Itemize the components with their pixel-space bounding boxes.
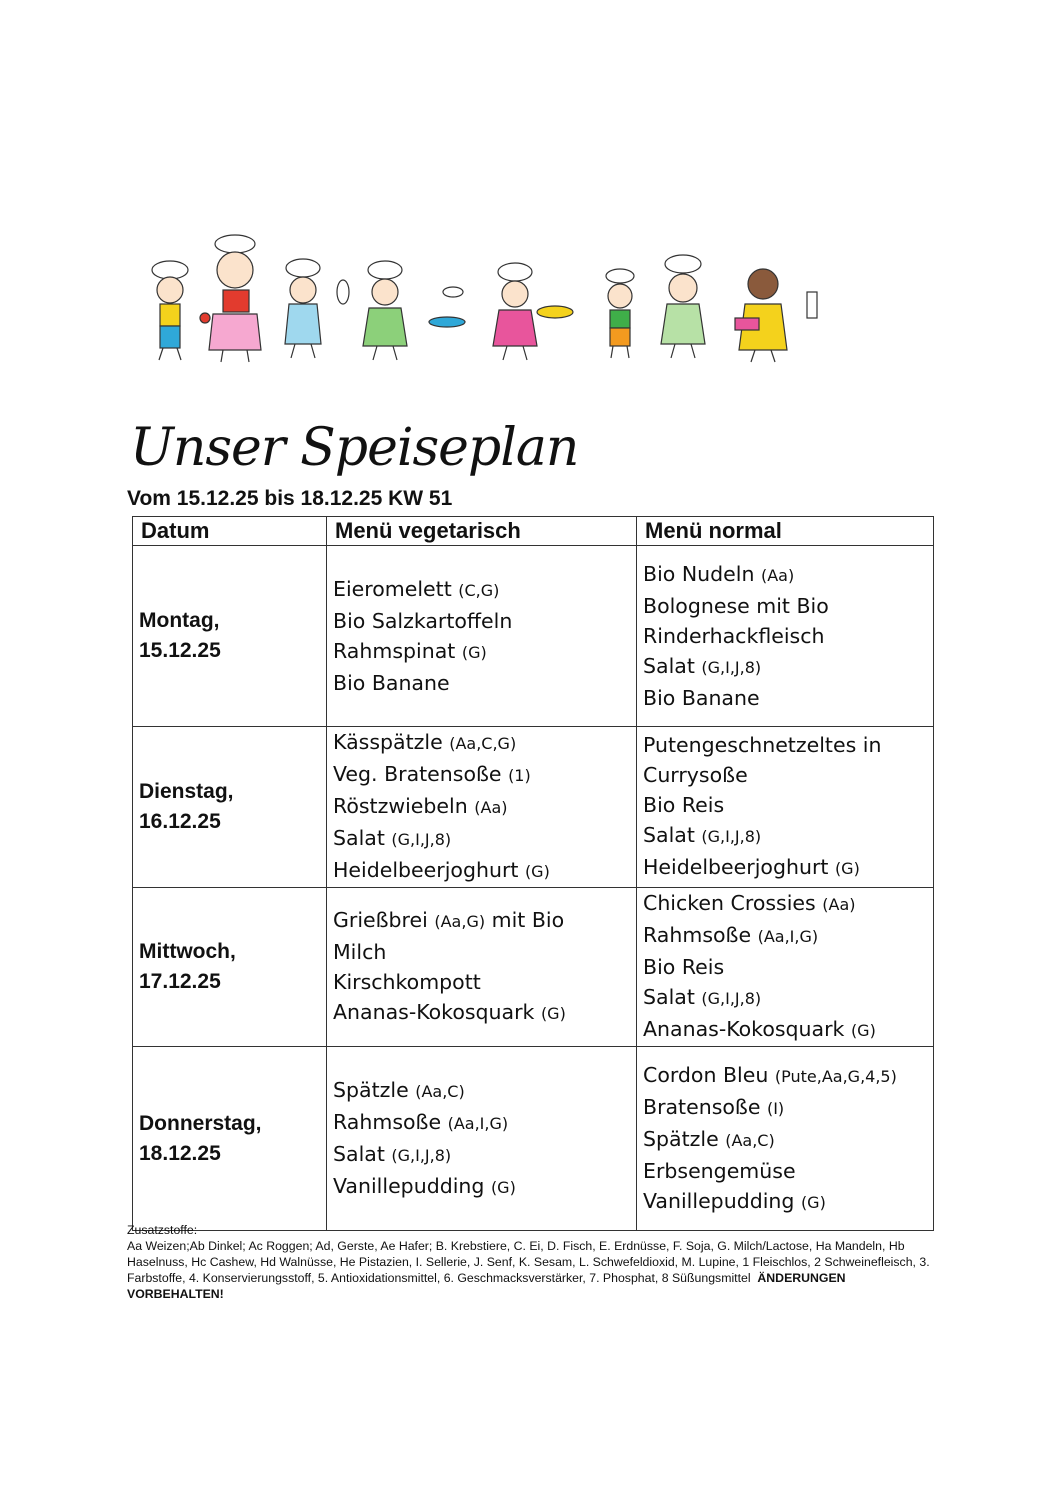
week-range: Vom 15.12.25 bis 18.12.25 KW 51 — [127, 487, 453, 510]
dish-line: Salat (G,I,J,8) — [643, 985, 762, 1009]
vegetarian-menu-cell — [327, 888, 637, 1047]
vegetarian-menu-cell — [327, 727, 637, 888]
dish-line: Salat (G,I,J,8) — [643, 823, 762, 847]
dish-line: Currysoße — [643, 763, 748, 787]
dish-line: Heidelbeerjoghurt (G) — [333, 858, 550, 882]
allergen-codes: (C,G) — [458, 581, 500, 600]
dish-line: Chicken Crossies (Aa) — [643, 891, 856, 915]
allergen-codes: (G,I,J,8) — [391, 830, 452, 849]
dish-line: Salat (G,I,J,8) — [643, 654, 762, 678]
dish-line: Eieromelett (C,G) — [333, 577, 500, 601]
table-row — [133, 727, 934, 888]
allergen-codes: (G,I,J,8) — [701, 827, 762, 846]
dish-line: Kirschkompott — [333, 970, 481, 994]
dish-line: Rahmsoße (Aa,I,G) — [333, 1109, 509, 1134]
normal-menu-cell — [637, 888, 934, 1047]
column-header-date: Datum — [133, 517, 327, 546]
dish-line: Bio Banane — [333, 671, 450, 695]
dish-line: Grießbrei (Aa,G) mit Bio — [333, 908, 565, 932]
allergen-codes: (Aa) — [822, 895, 856, 914]
chef-kid-8 — [735, 269, 817, 362]
additives-legend — [127, 1222, 937, 1302]
table-row — [133, 546, 934, 727]
dish-line: Bolognese mit Bio — [643, 594, 829, 618]
chef-kid-7 — [661, 255, 705, 358]
day-cell — [133, 546, 327, 727]
day-date: 15.12.25 — [139, 639, 221, 662]
allergen-codes: (G,I,J,8) — [391, 1145, 452, 1165]
table-row — [133, 888, 934, 1047]
normal-menu-cell — [637, 546, 934, 727]
chef-kid-2 — [209, 235, 261, 362]
allergen-codes: (1) — [508, 766, 531, 785]
day-cell — [133, 1047, 327, 1231]
dish-line: Bratensoße (I) — [643, 1094, 785, 1119]
dish-line: Spätzle (Aa,C) — [643, 1126, 775, 1151]
day-name: Donnerstag, — [139, 1111, 262, 1135]
allergen-codes: (Aa,I,G) — [447, 1113, 509, 1133]
dish-line: Veg. Bratensoße (1) — [333, 762, 531, 786]
dish-line: Milch — [333, 940, 387, 964]
dish-line: Röstzwiebeln (Aa) — [333, 794, 508, 818]
dish-line: Spätzle (Aa,C) — [333, 1077, 465, 1102]
allergen-codes: (G) — [850, 1021, 876, 1040]
dish-line: Salat (G,I,J,8) — [333, 826, 452, 850]
table-header-row — [133, 517, 934, 546]
allergen-codes: (G,I,J,8) — [701, 658, 762, 677]
normal-menu-cell — [637, 727, 934, 888]
dish-line: Salat (G,I,J,8) — [333, 1141, 452, 1166]
day-name: Mittwoch, — [139, 940, 236, 963]
menu-table — [132, 516, 934, 1231]
dish-line: Rinderhackfleisch — [643, 624, 825, 648]
chef-kid-3 — [285, 259, 349, 358]
column-header-normal: Menü normal — [637, 517, 934, 546]
allergen-codes: (G) — [461, 643, 487, 662]
allergen-codes: (I) — [766, 1098, 785, 1118]
vegetarian-menu-cell — [327, 1047, 637, 1231]
allergen-codes: (G) — [490, 1177, 516, 1197]
dish-line: Bio Nudeln (Aa) — [643, 562, 795, 586]
dish-line: Bio Reis — [643, 955, 725, 979]
allergen-codes: (Aa,I,G) — [757, 927, 819, 946]
dish-line: Bio Banane — [643, 686, 760, 710]
allergen-codes: (G,I,J,8) — [701, 989, 762, 1008]
changes-notice: ÄNDERUNGEN VORBEHALTEN! — [127, 1271, 846, 1301]
column-header-vegetarian: Menü vegetarisch — [327, 517, 637, 546]
allergen-codes: (Aa,G) — [434, 912, 486, 931]
dish-line: Ananas-Kokosquark (G) — [333, 1000, 566, 1024]
normal-menu-cell — [637, 1047, 934, 1231]
allergen-codes: (G) — [524, 862, 550, 881]
allergen-codes: (Aa,C) — [725, 1130, 775, 1150]
allergen-codes: (Aa) — [474, 798, 508, 817]
day-name: Montag, — [139, 609, 220, 632]
dish-line: Bio Reis — [643, 793, 725, 817]
dish-line: Vanillepudding (G) — [643, 1188, 826, 1213]
dish-line: Putengeschnetzeltes in — [643, 733, 882, 757]
day-cell — [133, 727, 327, 888]
dish-line: Cordon Bleu (Pute,Aa,G,4,5) — [643, 1062, 897, 1087]
dish-line: Ananas-Kokosquark (G) — [643, 1017, 876, 1041]
allergen-codes: (G) — [800, 1192, 826, 1212]
chef-kid-1 — [152, 261, 210, 360]
additives-label: Zusatzstoffe: — [127, 1223, 198, 1237]
allergen-codes: (G) — [540, 1004, 566, 1023]
table-row — [133, 1047, 934, 1231]
dish-line: Kässpätzle (Aa,C,G) — [333, 730, 517, 754]
allergen-codes: (Aa,C,G) — [449, 734, 517, 753]
day-date: 16.12.25 — [139, 810, 221, 833]
dish-line: Heidelbeerjoghurt (G) — [643, 855, 860, 879]
allergen-codes: (Pute,Aa,G,4,5) — [774, 1066, 897, 1086]
day-cell — [133, 888, 327, 1047]
allergen-codes: (Aa,C) — [415, 1081, 465, 1101]
day-name: Dienstag, — [139, 780, 234, 803]
chef-kid-6 — [606, 269, 634, 358]
day-date: 18.12.25 — [139, 1141, 221, 1165]
dish-line: Erbsengemüse — [643, 1158, 796, 1183]
dish-line: Bio Salzkartoffeln — [333, 609, 513, 633]
dish-line: Rahmsoße (Aa,I,G) — [643, 923, 819, 947]
dish-line: Rahmspinat (G) — [333, 639, 487, 663]
allergen-codes: (Aa) — [760, 566, 795, 585]
day-date: 17.12.25 — [139, 970, 221, 993]
chef-kid-4 — [363, 261, 465, 360]
allergen-codes: (G) — [834, 859, 860, 878]
vegetarian-menu-cell — [327, 546, 637, 727]
dish-line: Vanillepudding (G) — [333, 1173, 516, 1198]
chef-kid-5 — [493, 263, 573, 360]
kids-chefs-illustration — [135, 232, 825, 372]
additives-text: Aa Weizen;Ab Dinkel; Ac Roggen; Ad, Gerste, Ae Hafer; B. Krebstiere, C. Ei, D. Fisch, E. Erdnüsse, F. Soja, G. Milch/Lactose, Ha Mandeln, Hb Haselnuss, Hc Cashew, Hd Walnüsse, He Pistazien, I. Sellerie, J. Senf, K. Sesam, L. Schwefeldioxid, M. Lupine, 1 Fleischlos, 2 Schweinefleisch, 3. Farbstoffe, 4. Konservierungsstoff, 5. Antioxidationsmittel, 6. Geschmacksverstärker, 7. Phosphat, 8 Süßungsmittel ÄNDERUNGEN VORBEHALTEN! — [127, 1239, 930, 1301]
page-title: Unser Speiseplan — [130, 418, 579, 478]
